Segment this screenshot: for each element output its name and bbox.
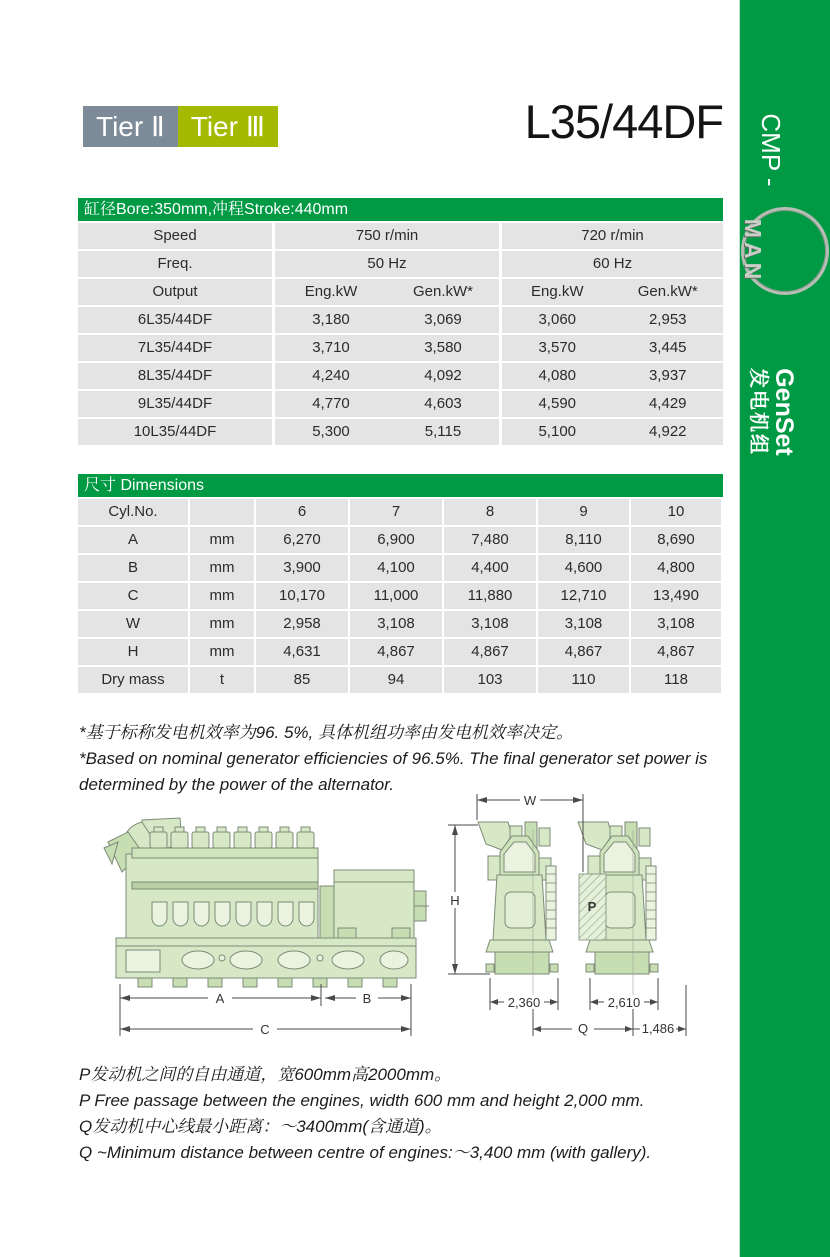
dim-label: B xyxy=(78,555,188,581)
cell-value: 4,867 xyxy=(538,639,629,665)
cell-value: 11,880 xyxy=(444,583,536,609)
cell-value: 4,240 xyxy=(312,367,350,384)
dim-unit: mm xyxy=(190,583,254,609)
dim-unit: mm xyxy=(190,527,254,553)
output-cols-50hz xyxy=(275,279,499,305)
cell-value: 3,570 xyxy=(538,339,577,356)
cell-value: 4,080 xyxy=(538,367,577,384)
values-60hz xyxy=(502,419,723,445)
cell-value: 3,108 xyxy=(631,611,721,637)
values-50hz xyxy=(275,419,499,445)
unit-cell xyxy=(190,499,254,525)
model-name: 7L35/44DF xyxy=(78,335,272,361)
freq-value-60hz: 60 Hz xyxy=(502,251,723,277)
col-header: Gen.kW* xyxy=(637,283,698,300)
dim-unit: mm xyxy=(190,639,254,665)
cell-value: 4,867 xyxy=(350,639,442,665)
dim-unit: mm xyxy=(190,555,254,581)
man-logo-text: MAN xyxy=(740,218,766,284)
values-60hz xyxy=(502,391,723,417)
table-row xyxy=(78,363,723,389)
dimensions-table xyxy=(78,474,723,695)
genset-side-view-drawing xyxy=(98,786,430,1044)
note-en-line1: *Based on nominal generator efficiencies of 96.5%. The final generator set power is xyxy=(79,749,708,768)
cell-value: 94 xyxy=(350,667,442,693)
cell-value: 5,100 xyxy=(538,423,577,440)
cell-value: 11,000 xyxy=(350,583,442,609)
genset-vertical-label xyxy=(745,346,797,478)
dim-label-q: Q xyxy=(577,1021,589,1036)
cell-value: 5,300 xyxy=(312,423,350,440)
values-60hz xyxy=(502,307,723,333)
output-table xyxy=(78,198,723,447)
speed-value-50hz: 750 r/min xyxy=(275,223,499,249)
dim-label-p: P xyxy=(587,899,597,914)
cell-value: 10,170 xyxy=(256,583,348,609)
cell-value: 4,600 xyxy=(538,555,629,581)
dim-unit: t xyxy=(190,667,254,693)
dim-label-h: H xyxy=(450,893,460,908)
dim-label-w: W xyxy=(523,793,537,808)
cell-value: 6,270 xyxy=(256,527,348,553)
cell-value: 8,110 xyxy=(538,527,629,553)
cell-value: 4,867 xyxy=(631,639,721,665)
freq-row xyxy=(78,251,723,277)
cell-value: 6,900 xyxy=(350,527,442,553)
note-p-cn: P发动机之间的自由通道，宽600mm高2000mm。 xyxy=(79,1065,452,1084)
table-row xyxy=(78,419,723,445)
dim-label: A xyxy=(78,527,188,553)
freq-value-50hz: 50 Hz xyxy=(275,251,499,277)
table-row xyxy=(78,583,723,609)
cell-value: 2,953 xyxy=(648,311,687,328)
output-label: Output xyxy=(78,279,272,305)
dim-value-left-engine: 2,360 xyxy=(507,995,541,1010)
cyl-count: 8 xyxy=(444,499,536,525)
speed-label: Speed xyxy=(78,223,272,249)
cell-value: 13,490 xyxy=(631,583,721,609)
cell-value: 3,180 xyxy=(312,311,350,328)
cell-value: 4,590 xyxy=(538,395,577,412)
cell-value: 3,445 xyxy=(648,339,687,356)
cell-value: 4,429 xyxy=(648,395,687,412)
table-row xyxy=(78,391,723,417)
cell-value: 3,108 xyxy=(350,611,442,637)
table-row xyxy=(78,611,723,637)
model-name: 10L35/44DF xyxy=(78,419,272,445)
note-q-cn: Q发动机中心线最小距离：～3400mm(含通道)。 xyxy=(79,1117,442,1136)
cell-value: 3,937 xyxy=(648,367,687,384)
output-table-header-bar: 缸径Bore:350mm,冲程Stroke:440mm xyxy=(78,198,723,221)
table-row xyxy=(78,335,723,361)
dim-label-b: B xyxy=(362,991,372,1006)
model-name: 9L35/44DF xyxy=(78,391,272,417)
note-cn: *基于标称发电机效率为96. 5%, 具体机组功率由发电机效率决定。 xyxy=(79,723,573,742)
dim-label: H xyxy=(78,639,188,665)
dim-label: C xyxy=(78,583,188,609)
cell-value: 85 xyxy=(256,667,348,693)
output-header-row xyxy=(78,279,723,305)
cyl-count: 7 xyxy=(350,499,442,525)
speed-value-60hz: 720 r/min xyxy=(502,223,723,249)
dim-label-c: C xyxy=(260,1022,270,1037)
output-cols-60hz xyxy=(502,279,723,305)
cyl-no-label: Cyl.No. xyxy=(78,499,188,525)
table-row xyxy=(78,527,723,553)
cell-value: 110 xyxy=(538,667,629,693)
cell-value: 4,631 xyxy=(256,639,348,665)
emission-tier-badges xyxy=(83,106,278,147)
cell-value: 4,603 xyxy=(424,395,462,412)
values-50hz xyxy=(275,363,499,389)
brand-vertical-text: CMP - xyxy=(756,113,786,187)
values-50hz xyxy=(275,335,499,361)
dim-value-edge: 1,486 xyxy=(641,1021,675,1036)
cell-value: 4,800 xyxy=(631,555,721,581)
cell-value: 7,480 xyxy=(444,527,536,553)
cell-value: 4,092 xyxy=(424,367,462,384)
cell-value: 2,958 xyxy=(256,611,348,637)
col-header: Gen.kW* xyxy=(412,283,473,300)
col-header: Eng.kW xyxy=(304,283,358,300)
cell-value: 4,100 xyxy=(350,555,442,581)
cell-value: 3,060 xyxy=(538,311,577,328)
cell-value: 4,770 xyxy=(312,395,350,412)
dim-value-right-engine: 2,610 xyxy=(607,995,641,1010)
page-title: L35/44DF xyxy=(524,95,723,148)
note-p-en: P Free passage between the engines, width 600 mm and height 2,000 mm. xyxy=(79,1091,645,1110)
cell-value: 3,069 xyxy=(424,311,462,328)
sidebar xyxy=(739,0,830,1257)
dimensions-header-bar: 尺寸 Dimensions xyxy=(78,474,723,497)
table-row xyxy=(78,555,723,581)
cyl-count: 9 xyxy=(538,499,629,525)
dim-label: W xyxy=(78,611,188,637)
cell-value: 12,710 xyxy=(538,583,629,609)
model-name: 8L35/44DF xyxy=(78,363,272,389)
cell-value: 5,115 xyxy=(424,423,462,440)
genset-label-cn: 发电机组 xyxy=(747,368,769,456)
tier3-badge: Tier Ⅲ xyxy=(178,106,278,147)
model-name: 6L35/44DF xyxy=(78,307,272,333)
cell-value: 4,400 xyxy=(444,555,536,581)
table-row xyxy=(78,639,723,665)
note-en-line2: determined by the power of the alternator. xyxy=(79,775,394,794)
values-50hz xyxy=(275,307,499,333)
table-row xyxy=(78,667,723,693)
dim-unit: mm xyxy=(190,611,254,637)
cell-value: 118 xyxy=(631,667,721,693)
cyl-count: 6 xyxy=(256,499,348,525)
cell-value: 3,108 xyxy=(444,611,536,637)
genset-front-view-drawing xyxy=(440,780,732,1054)
cell-value: 4,922 xyxy=(648,423,687,440)
cell-value: 3,108 xyxy=(538,611,629,637)
table-row xyxy=(78,307,723,333)
note-q-en: Q ~Minimum distance between centre of engines:～3,400 mm (with gallery). xyxy=(79,1143,652,1162)
speed-row xyxy=(78,223,723,249)
cell-value: 3,580 xyxy=(424,339,462,356)
cell-value: 103 xyxy=(444,667,536,693)
cell-value: 3,900 xyxy=(256,555,348,581)
cell-value: 8,690 xyxy=(631,527,721,553)
cell-value: 4,867 xyxy=(444,639,536,665)
values-60hz xyxy=(502,335,723,361)
dim-label: Dry mass xyxy=(78,667,188,693)
passage-notes xyxy=(79,1062,739,1166)
col-header: Eng.kW xyxy=(530,283,584,300)
dim-label-a: A xyxy=(215,991,225,1006)
cyl-no-row xyxy=(78,499,723,525)
values-50hz xyxy=(275,391,499,417)
genset-label-en: GenSet xyxy=(770,368,798,456)
cell-value: 3,710 xyxy=(312,339,350,356)
cyl-count: 10 xyxy=(631,499,721,525)
values-60hz xyxy=(502,363,723,389)
freq-label: Freq. xyxy=(78,251,272,277)
tier2-badge: Tier Ⅱ xyxy=(83,106,178,147)
